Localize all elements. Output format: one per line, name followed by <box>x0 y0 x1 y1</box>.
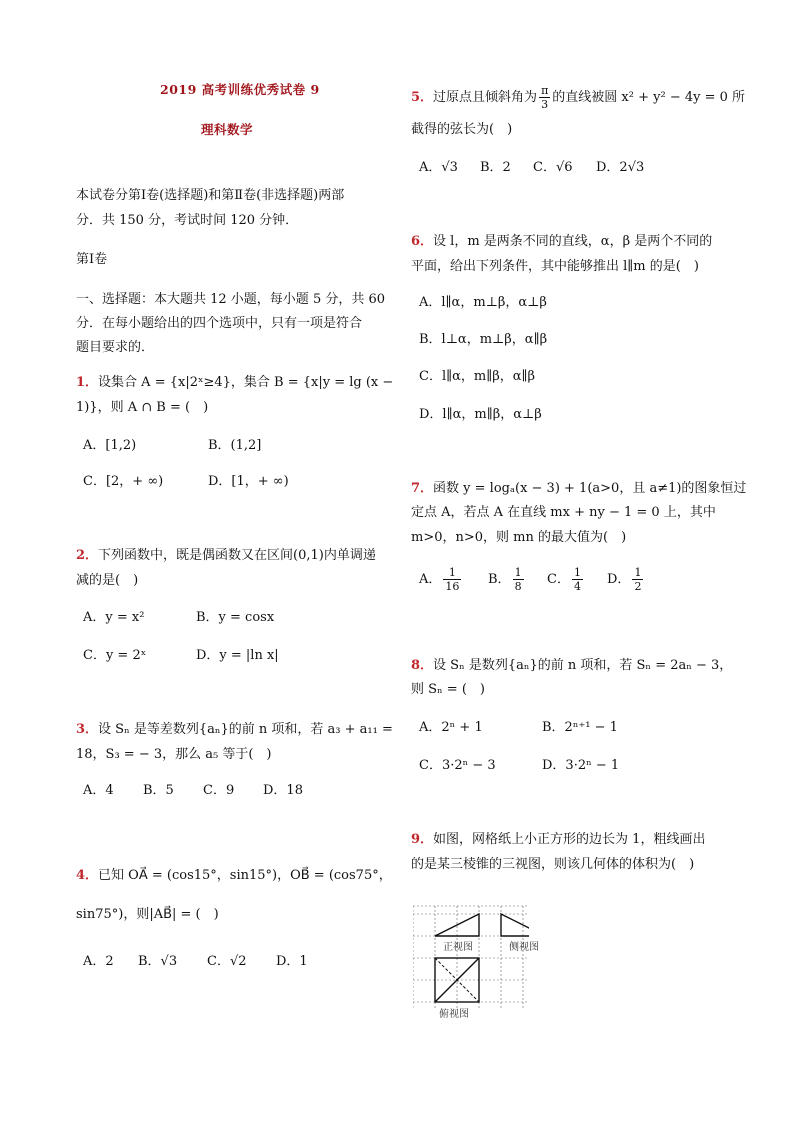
question-9-line-2: 的是某三棱锥的三视图，则该几何体的体积为( ) <box>411 857 695 872</box>
question-number: 7． <box>411 481 434 496</box>
question-7-line-1 <box>411 479 746 499</box>
option-label: A． <box>419 572 442 587</box>
question-1-line-1 <box>76 373 393 393</box>
intro-line-2: 分．共 150 分，考试时间 120 分钟． <box>76 213 299 228</box>
question-text: 设 l，m 是两条不同的直线，α，β 是两个不同的 <box>433 234 713 249</box>
option-fraction <box>572 566 583 593</box>
option-label: B． <box>488 572 511 587</box>
question-2-line-2: 减的是( ) <box>76 573 139 588</box>
q4-option-b[interactable]: B．√3 <box>138 954 178 969</box>
question-7-line-3: m>0，n>0，则 mn 的最大值为( ) <box>411 530 627 545</box>
option-fraction <box>513 566 524 593</box>
q8-option-b[interactable]: B．2ⁿ⁺¹ − 1 <box>542 720 618 735</box>
fraction-denominator: 4 <box>573 580 581 593</box>
fraction-denominator: 2 <box>634 580 642 593</box>
exam-subject: 理科数学 <box>201 122 254 137</box>
q3-option-d[interactable]: D．18 <box>263 783 303 798</box>
question-text: 已知 OA⃗ = (cos15°，sin15°)，OB⃗ = (cos75°， <box>98 868 392 883</box>
q1-option-d[interactable]: D．[1，+ ∞) <box>208 474 289 489</box>
question-9-line-1 <box>411 830 705 850</box>
exam-title: 2019 高考训练优秀试卷 9 <box>160 82 320 97</box>
three-view-figure <box>413 900 539 1020</box>
question-number: 8． <box>411 658 434 673</box>
front-view-label: 正视图 <box>443 942 473 953</box>
question-text: 设 Sₙ 是数列{aₙ}的前 n 项和，若 Sₙ = 2aₙ − 3， <box>433 658 733 673</box>
question-1-line-2: 1)}，则 A ∩ B = ( ) <box>76 400 209 415</box>
q7-option-d[interactable] <box>607 566 645 593</box>
question-text: 下列函数中，既是偶函数又在区间(0,1)内单调递 <box>98 548 376 563</box>
option-label: C． <box>547 572 570 587</box>
q7-option-c[interactable] <box>547 566 585 593</box>
option-fraction <box>632 566 643 593</box>
question-text-b: 的直线被圆 x² + y² − 4y = 0 所 <box>552 90 746 105</box>
q1-option-a[interactable]: A．[1,2) <box>83 438 137 453</box>
question-number: 5． <box>411 90 434 105</box>
question-6-line-2: 平面，给出下列条件，其中能够推出 l∥m 的是( ) <box>411 259 699 274</box>
question-text: 设 Sₙ 是等差数列{aₙ}的前 n 项和，若 a₃ + a₁₁ = <box>98 722 393 737</box>
q5-option-c[interactable]: C．√6 <box>533 160 573 175</box>
q2-option-a[interactable]: A．y = x² <box>83 610 145 625</box>
question-number: 6． <box>411 234 434 249</box>
question-7-line-2: 定点 A，若点 A 在直线 mx + ny − 1 = 0 上，其中 <box>411 505 716 520</box>
q5-option-a[interactable]: A．√3 <box>419 160 458 175</box>
question-number: 2． <box>76 548 99 563</box>
top-view-label: 俯视图 <box>439 1009 469 1020</box>
q6-option-c[interactable]: C．l∥α，m∥β，α∥β <box>419 369 536 384</box>
question-3-line-2: 18，S₃ = − 3，那么 a₅ 等于( ) <box>76 747 272 762</box>
question-text: 函数 y = logₐ(x − 3) + 1(a>0，且 a≠1)的图象恒过 <box>433 481 747 496</box>
question-number: 9． <box>411 832 434 847</box>
q3-option-b[interactable]: B．5 <box>143 783 174 798</box>
question-5-line-1 <box>411 84 745 112</box>
grid-lines <box>413 906 529 1008</box>
q3-option-c[interactable]: C．9 <box>203 783 235 798</box>
fraction-denominator: 16 <box>445 580 460 593</box>
question-5-line-2: 截得的弦长为( ) <box>411 122 513 137</box>
three-view-grid <box>413 900 529 1018</box>
fraction-numerator: π <box>541 84 549 97</box>
q7-option-b[interactable] <box>488 566 526 593</box>
fraction-numerator: 1 <box>634 566 642 579</box>
fraction-pi-over-3 <box>539 84 550 111</box>
question-number: 4． <box>76 868 99 883</box>
q2-option-c[interactable]: C．y = 2ˣ <box>83 648 147 663</box>
question-text-a: 过原点且倾斜角为 <box>433 90 538 105</box>
fraction-numerator: 1 <box>443 566 461 580</box>
question-4-line-1 <box>76 866 392 886</box>
question-8-line-1 <box>411 656 732 676</box>
question-number: 1． <box>76 375 99 390</box>
q2-option-b[interactable]: B．y = cosx <box>196 610 275 625</box>
front-view-triangle <box>435 914 479 936</box>
fraction-numerator: 1 <box>573 566 581 579</box>
q3-option-a[interactable]: A．4 <box>83 783 114 798</box>
q1-option-c[interactable]: C．[2，+ ∞) <box>83 474 164 489</box>
q4-option-c[interactable]: C．√2 <box>207 954 247 969</box>
q8-option-d[interactable]: D．3·2ⁿ − 1 <box>542 758 620 773</box>
part-heading: 第Ⅰ卷 <box>76 252 108 267</box>
fraction-denominator: 8 <box>514 580 522 593</box>
section-line-3: 题目要求的． <box>76 340 155 355</box>
section-line-1: 一、选择题：本大题共 12 小题，每小题 5 分，共 60 <box>76 292 386 307</box>
side-view-label: 侧视图 <box>509 942 539 953</box>
q6-option-d[interactable]: D．l∥α，m∥β，α⊥β <box>419 407 542 422</box>
fraction-numerator: 1 <box>514 566 522 579</box>
q4-option-a[interactable]: A．2 <box>83 954 114 969</box>
question-text: 如图，网格纸上小正方形的边长为 1，粗线画出 <box>433 832 706 847</box>
question-2-line-1 <box>76 546 376 566</box>
option-fraction <box>443 566 461 593</box>
q7-option-a[interactable] <box>419 566 463 593</box>
q6-option-a[interactable]: A．l∥α，m⊥β，α⊥β <box>419 295 547 310</box>
question-8-line-2: 则 Sₙ = ( ) <box>411 682 485 697</box>
q6-option-b[interactable]: B．l⊥α，m⊥β，α∥β <box>419 332 548 347</box>
side-view-triangle <box>501 914 529 936</box>
question-4-line-2: sin75°)，则|AB⃗| = ( ) <box>76 907 219 922</box>
option-label: D． <box>607 572 631 587</box>
intro-line-1: 本试卷分第Ⅰ卷(选择题)和第Ⅱ卷(非选择题)两部 <box>76 188 345 203</box>
q8-option-c[interactable]: C．3·2ⁿ − 3 <box>419 758 496 773</box>
q5-option-d[interactable]: D．2√3 <box>596 160 645 175</box>
question-6-line-1 <box>411 232 712 252</box>
fraction-denominator: 3 <box>541 98 549 111</box>
section-line-2: 分．在每小题给出的四个选项中，只有一项是符合 <box>76 316 363 331</box>
q4-option-d[interactable]: D．1 <box>276 954 308 969</box>
question-number: 3． <box>76 722 99 737</box>
q2-option-d[interactable]: D．y = |ln x| <box>196 648 279 663</box>
question-3-line-1 <box>76 720 393 740</box>
q5-option-b[interactable]: B．2 <box>480 160 511 175</box>
q1-option-b[interactable]: B．(1,2] <box>208 438 262 453</box>
q8-option-a[interactable]: A．2ⁿ + 1 <box>419 720 483 735</box>
question-text: 设集合 A = {x|2ˣ≥4}，集合 B = {x|y = lg (x − <box>98 375 394 390</box>
